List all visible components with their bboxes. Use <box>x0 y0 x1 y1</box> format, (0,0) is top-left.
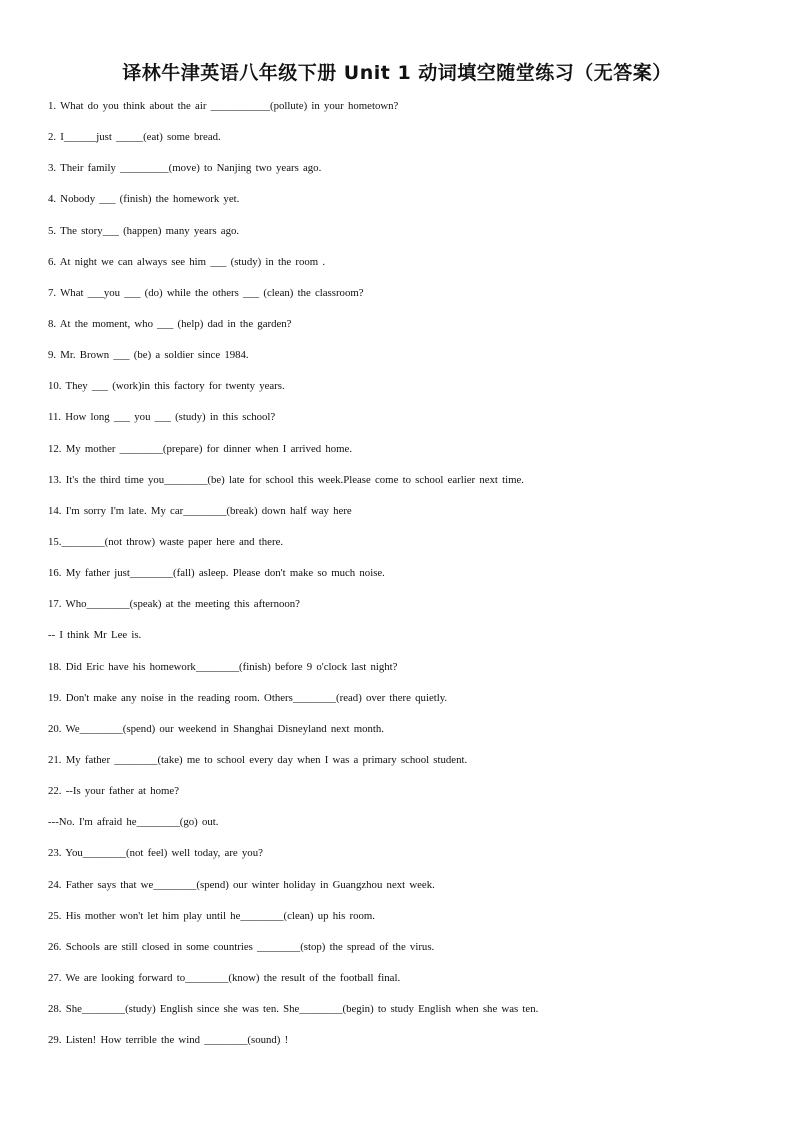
exercise-line: 14. I'm sorry I'm late. My car________(break) down half way here <box>48 504 352 517</box>
exercise-line: 13. It's the third time you________(be) late for school this week.Please come to school earlier next time. <box>48 473 524 486</box>
exercise-line: 24. Father says that we________(spend) our winter holiday in Guangzhou next week. <box>48 878 435 891</box>
exercise-line: 23. You________(not feel) well today, are you? <box>48 847 263 860</box>
exercise-line: 19. Don't make any noise in the reading room. Others________(read) over there quietly. <box>48 691 448 704</box>
exercise-line: 15.________(not throw) waste paper here and there. <box>48 535 284 548</box>
exercise-line: 16. My father just________(fall) asleep. Please don't make so much noise. <box>48 567 385 580</box>
exercise-line: 20. We________(spend) our weekend in Shanghai Disneyland next month. <box>48 722 384 735</box>
exercise-line: 11. How long ___ you ___ (study) in this school? <box>48 411 276 424</box>
exercise-line: 4. Nobody ___ (finish) the homework yet. <box>48 193 240 206</box>
exercise-line: 2. I______just _____(eat) some bread. <box>48 131 221 144</box>
exercise-line: 6. At night we can always see him ___ (study) in the room . <box>48 255 326 268</box>
exercise-line: 9. Mr. Brown ___ (be) a soldier since 1984. <box>48 349 249 362</box>
exercise-line: 22. --Is your father at home? <box>48 785 180 798</box>
exercise-line: 17. Who________(speak) at the meeting this afternoon? <box>48 598 300 611</box>
exercise-line: 10. They ___ (work)in this factory for twenty years. <box>48 380 285 393</box>
exercise-line: 8. At the moment, who ___ (help) dad in the garden? <box>48 317 292 330</box>
exercise-line: 18. Did Eric have his homework________(finish) before 9 o'clock last night? <box>48 660 398 673</box>
exercise-line: 25. His mother won't let him play until he________(clean) up his room. <box>48 909 376 922</box>
exercise-line: 21. My father ________(take) me to school every day when I was a primary school student. <box>48 753 468 766</box>
exercise-line: 5. The story___ (happen) many years ago. <box>48 224 240 237</box>
exercise-line: 3. Their family _________(move) to Nanjing two years ago. <box>48 162 322 175</box>
exercise-line: -- I think Mr Lee is. <box>48 629 142 642</box>
exercise-line: 12. My mother ________(prepare) for dinner when I arrived home. <box>48 442 353 455</box>
exercise-line: 28. She________(study) English since she was ten. She________(begin) to study English when she was ten. <box>48 1003 539 1016</box>
exercise-line: 1. What do you think about the air ___________(pollute) in your hometown? <box>48 100 399 112</box>
exercise-list <box>48 95 768 1060</box>
exercise-line: ---No. I'm afraid he________(go) out. <box>48 816 219 829</box>
exercise-line: 26. Schools are still closed in some countries ________(stop) the spread of the virus. <box>48 940 435 953</box>
exercise-line: 27. We are looking forward to________(know) the result of the football final. <box>48 971 401 984</box>
exercise-line: 29. Listen! How terrible the wind ________(sound) ! <box>48 1034 289 1047</box>
worksheet-title: 译林牛津英语八年级下册 Unit 1 动词填空随堂练习（无答案） <box>122 62 672 84</box>
exercise-line: 7. What ___you ___ (do) while the others ___ (clean) the classroom? <box>48 286 364 299</box>
